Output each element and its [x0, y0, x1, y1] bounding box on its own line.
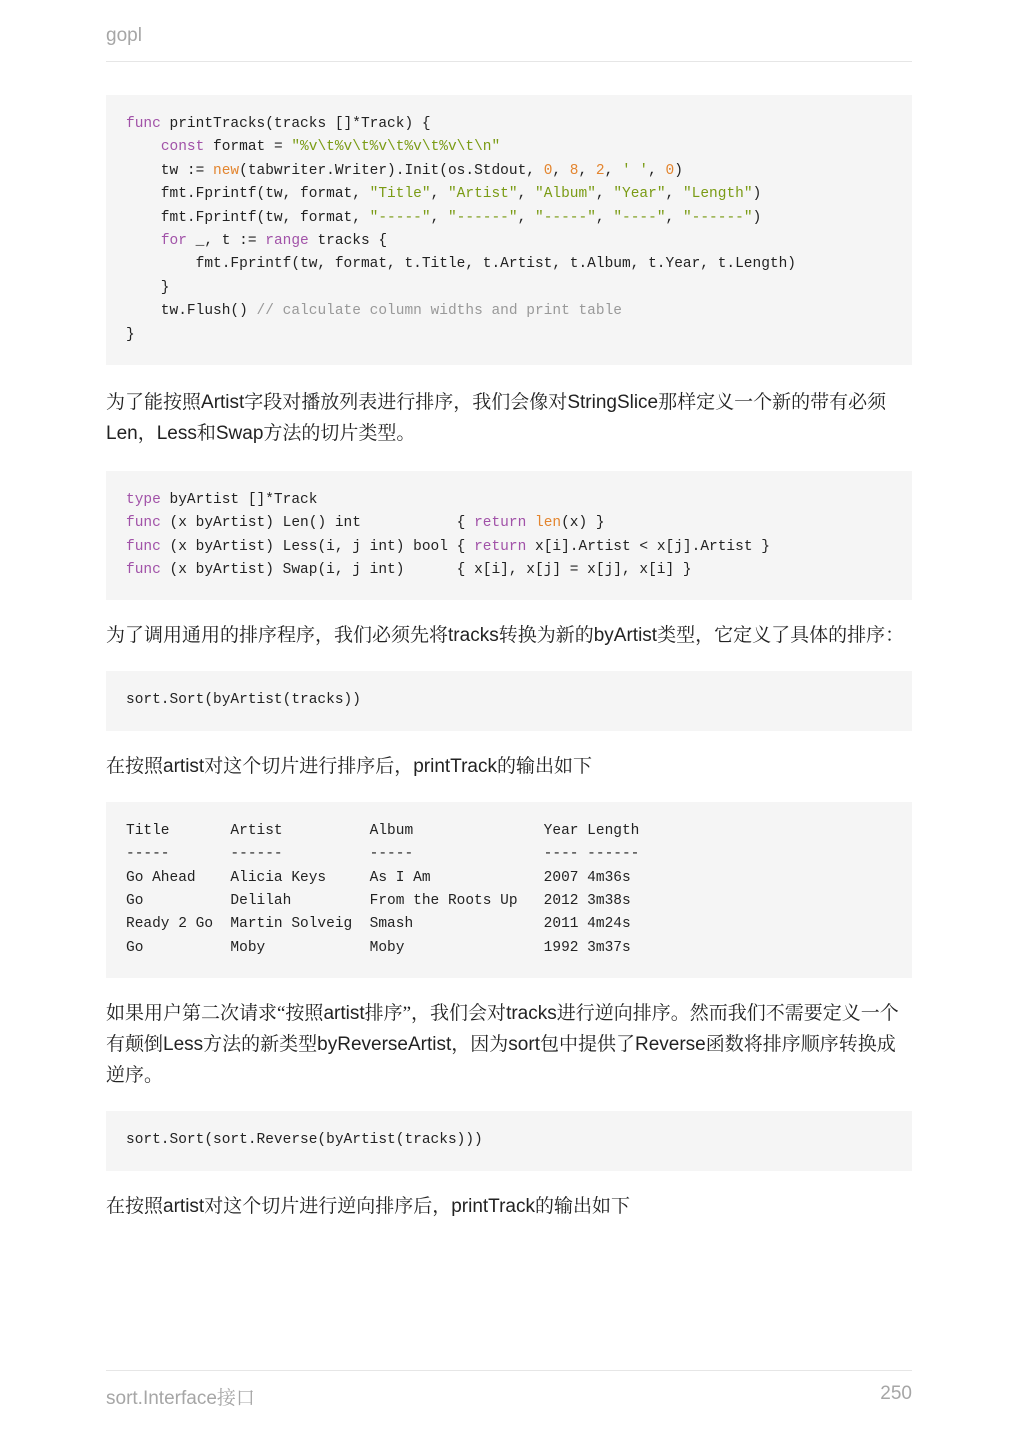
code-token-str: "-----": [369, 209, 431, 226]
paragraph-text: sort: [508, 1034, 540, 1056]
code-token-str: "Artist": [447, 186, 518, 203]
code-line: [126, 1129, 892, 1152]
paragraph-text: 排序”，我们会对: [364, 1003, 507, 1025]
paragraph-text: 在按照: [106, 755, 164, 777]
code-token: ,: [517, 186, 535, 203]
paragraph: [106, 998, 912, 1091]
paragraph-text: StringSlice: [567, 391, 659, 413]
code-token: sort.Sort(sort.Reverse(byArtist(tracks))): [126, 1132, 483, 1149]
code-token-str: "-----": [535, 209, 596, 226]
paragraph-text: 为了能按照: [106, 391, 202, 413]
code-line: [126, 890, 892, 913]
page-header: [106, 0, 912, 62]
code-token-str: "----": [613, 209, 666, 226]
code-token-kw: range: [265, 232, 309, 249]
code-token: Go Delilah From the Roots Up 2012 3m38s: [126, 893, 631, 910]
code-token-str: "Title": [369, 186, 431, 203]
code-token-kw: return: [474, 515, 527, 532]
page-number: 250: [880, 1383, 912, 1404]
code-token: sort.Sort(byArtist(tracks)): [126, 692, 361, 709]
code-token: byArtist []*Track: [160, 491, 318, 508]
paragraph-text: byReverseArtist: [317, 1034, 452, 1056]
code-block: [106, 802, 912, 978]
code-token: _, t :=: [186, 232, 266, 249]
code-token: tw.Flush(): [126, 303, 257, 320]
code-token: Go Ahead Alicia Keys As I Am 2007 4m36s: [126, 869, 631, 886]
book-title: gopl: [106, 25, 142, 46]
code-token-bi: len: [535, 515, 562, 532]
code-line: [126, 136, 892, 159]
code-line: [126, 277, 892, 300]
code-line: [126, 253, 892, 276]
code-token: printTracks(tracks []*Track) {: [160, 116, 431, 132]
code-token: (x byArtist) Swap(i, j int) { x[i], x[j] = x[j], x[i] }: [160, 562, 692, 579]
paragraph: [106, 1191, 912, 1222]
code-token: ,: [595, 186, 614, 203]
paragraph-text: 如果用户第二次请求“按照: [106, 1003, 324, 1025]
paragraph-text: printTrack: [451, 1195, 535, 1217]
code-line: [126, 820, 892, 843]
paragraph-text: ，因为: [451, 1034, 509, 1056]
code-token: ,: [665, 209, 683, 226]
paragraph-text: 的输出如下: [496, 755, 592, 777]
code-line: [126, 559, 892, 582]
paragraph-text: 类型，它定义了具体的排序：: [657, 625, 905, 647]
code-line: [126, 324, 892, 347]
code-token: ,: [430, 209, 448, 226]
code-line: [126, 913, 892, 936]
code-token: [126, 233, 161, 249]
code-line: [126, 160, 892, 183]
code-token-kw: return: [474, 538, 527, 555]
code-token: ,: [648, 162, 666, 179]
paragraph-text: tracks: [506, 1003, 557, 1025]
code-token: ): [752, 209, 762, 226]
code-line: [126, 536, 892, 559]
paragraph-text: 转换为新的: [498, 625, 594, 647]
code-token: Go Moby Moby 1992 3m37s: [126, 939, 631, 956]
paragraph-text: 进行逆向排序。然而我们不需要定义一个有颠倒: [106, 1003, 899, 1056]
code-line: [126, 489, 892, 512]
code-token: (x byArtist) Len() int {: [160, 515, 475, 532]
code-line: [126, 183, 892, 206]
paragraph-text: 为了调用通用的排序程序，我们必须先将: [106, 625, 449, 647]
code-token: [526, 515, 535, 531]
code-token-kw: type: [126, 491, 161, 508]
code-token-str: ' ': [622, 162, 649, 179]
code-token: x[i].Artist < x[j].Artist }: [526, 538, 770, 555]
code-block: [106, 95, 912, 365]
code-token-kw: const: [160, 139, 205, 156]
code-token: ): [674, 162, 683, 179]
code-token-kw: func: [126, 562, 161, 579]
page-footer: [106, 1370, 912, 1421]
section-title: sort.Interface接口: [106, 1388, 255, 1409]
paragraph-text: byArtist: [593, 625, 658, 647]
code-token-str: "Year": [613, 186, 666, 203]
code-token: }: [126, 326, 135, 343]
paragraph-text: 方法的切片类型。: [263, 422, 416, 444]
code-line: [126, 113, 892, 136]
code-token-num: 0: [665, 162, 675, 179]
code-token-num: 8: [569, 162, 579, 179]
paragraph-text: Less: [163, 1034, 204, 1056]
paragraph-text: printTrack: [413, 755, 497, 777]
code-token: ,: [430, 186, 448, 203]
code-token: ): [752, 186, 762, 203]
paragraph-text: Reverse: [635, 1034, 706, 1056]
paragraph-text: 和: [196, 422, 216, 444]
code-token: ,: [517, 209, 535, 226]
code-token: fmt.Fprintf(tw, format,: [126, 209, 370, 226]
code-token: ,: [552, 162, 570, 179]
code-token: ,: [578, 162, 596, 179]
code-token: fmt.Fprintf(tw, format, t.Title, t.Artist, t.Album, t.Year, t.Length): [126, 256, 797, 273]
code-token: Title Artist Album Year Length: [126, 822, 640, 839]
code-token-kw: func: [126, 538, 161, 555]
paragraph-text: 的输出如下: [534, 1195, 630, 1217]
code-line: [126, 689, 892, 712]
code-line: [126, 512, 892, 535]
paragraph-text: 方法的新类型: [203, 1034, 318, 1056]
code-block: [106, 471, 912, 601]
paragraph-text: 包中提供了: [539, 1034, 635, 1056]
code-token-str: "Album": [535, 186, 596, 203]
paragraph-text: 在按照: [106, 1195, 164, 1217]
code-line: [126, 867, 892, 890]
code-token: format =: [204, 139, 292, 156]
code-token: ,: [665, 186, 683, 203]
paragraph-text: 对这个切片进行逆向排序后，: [204, 1195, 452, 1217]
code-token: Ready 2 Go Martin Solveig Smash 2011 4m24s: [126, 916, 631, 933]
code-line: [126, 207, 892, 230]
code-token-kw: func: [126, 515, 161, 532]
paragraph-text: artist: [323, 1003, 365, 1025]
paragraph: [106, 751, 912, 782]
code-token: tracks {: [308, 232, 388, 249]
code-token-str: "%v\t%v\t%v\t%v\t%v\t\n": [291, 139, 501, 156]
code-token: (tabwriter.Writer).Init(os.Stdout,: [239, 162, 544, 179]
code-token: tw :=: [126, 162, 214, 179]
code-token-kw: func: [126, 116, 161, 132]
code-token: (x byArtist) Less(i, j int) bool {: [160, 538, 475, 555]
page-content: [106, 95, 912, 1242]
code-token-cm: // calculate column widths and print table: [256, 303, 622, 320]
code-token-str: "------": [682, 209, 753, 226]
paragraph: [106, 620, 912, 651]
code-token: }: [126, 279, 170, 296]
code-token: ----- ------ ----- ---- ------: [126, 846, 640, 863]
paragraph-text: artist: [163, 755, 205, 777]
code-block: [106, 671, 912, 730]
paragraph-text: 字段对播放列表进行排序，我们会像对: [244, 391, 568, 413]
paragraph: [106, 387, 912, 449]
code-token: ,: [604, 162, 623, 179]
code-token: fmt.Fprintf(tw, format,: [126, 186, 370, 203]
code-line: [126, 230, 892, 253]
code-token-bi: new: [213, 162, 240, 179]
paragraph-text: 函数将排序顺序转换成逆序。: [106, 1034, 896, 1087]
code-token-str: "Length": [682, 186, 753, 203]
code-token-str: "------": [447, 209, 518, 226]
code-block: [106, 1111, 912, 1170]
paragraph-text: Swap: [215, 422, 264, 444]
paragraph-text: Len: [106, 422, 138, 444]
paragraph-text: 对这个切片进行排序后，: [204, 755, 414, 777]
paragraph-text: tracks: [448, 625, 499, 647]
paragraph-text: Less: [156, 422, 197, 444]
paragraph-text: ，: [137, 422, 157, 444]
paragraph-text: artist: [163, 1195, 205, 1217]
code-token: ,: [595, 209, 614, 226]
paragraph-text: 那样定义一个新的带有必须: [658, 391, 887, 413]
code-token: [126, 139, 161, 155]
code-token: (x) }: [561, 515, 605, 532]
code-token-kw: for: [160, 232, 187, 249]
code-token-num: 2: [595, 162, 605, 179]
code-line: [126, 843, 892, 866]
code-line: [126, 300, 892, 323]
code-token-num: 0: [543, 162, 553, 179]
code-line: [126, 937, 892, 960]
paragraph-text: Artist: [201, 391, 245, 413]
